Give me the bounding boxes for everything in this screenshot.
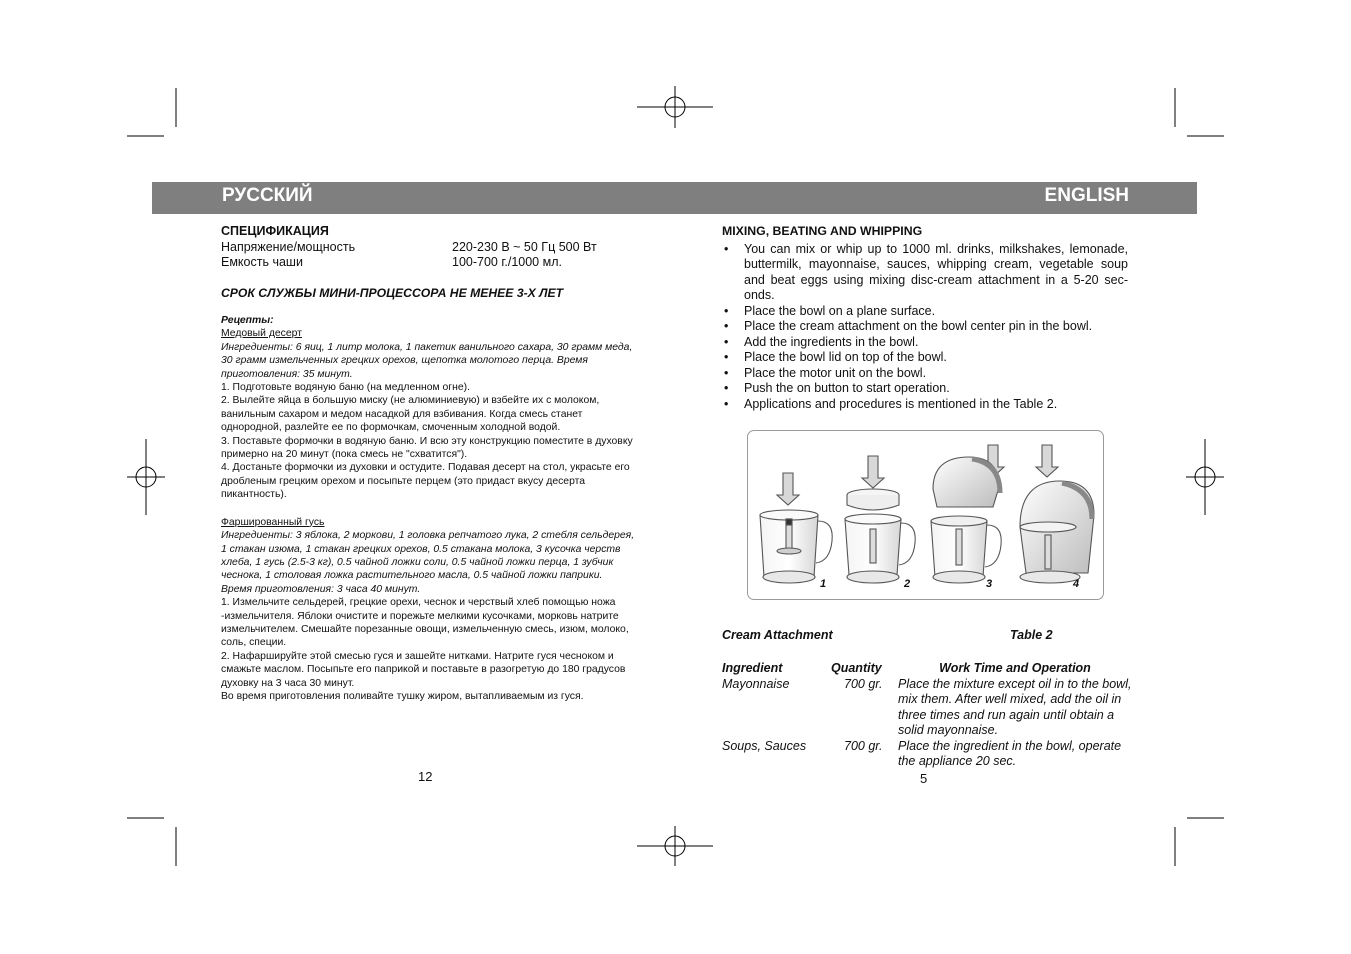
recipe-step: 2. Нафаршируйте этой смесью гуся и зашейте нитками. Натрите гуся чесноком и смажьте маслом. Посыпьте его паприкой и поставьте в разогретую до 180 градусов духовку на 3 часа 30 минут. — [221, 650, 626, 689]
spec-value: 220-230 В ~ 50 Гц 500 Вт — [452, 239, 597, 254]
table-caption: Cream Attachment — [722, 628, 833, 642]
header-russian: РУССКИЙ — [222, 185, 313, 206]
figure-label: 2 — [904, 578, 911, 590]
list-item: • Add the ingredients in the bowl. — [722, 335, 1128, 351]
down-arrow-icon — [1036, 445, 1058, 477]
table-cell: Place the mixture except oil in to the bowl, mix them. After well mixed, add the oil in three times and run again until obtain a solid mayonnaise. — [898, 676, 1132, 737]
figure-label: 1 — [820, 578, 827, 590]
recipes-section — [221, 314, 636, 703]
recipe-step: 1. Измельчите сельдерей, грецкие орехи, чеснок и черствый хлеб помощью ножа -измельчителя. Яблоки очистите и порежьте мелкими кусочками, морковь натрите измельчителем. Смешайте порезанные овощи, измельченную смесь, изюм, молоко, соль, специи. — [221, 597, 629, 649]
assembly-illustration — [747, 430, 1104, 600]
list-item: • Place the bowl lid on top of the bowl. — [722, 350, 1128, 366]
russian-column — [221, 224, 636, 703]
recipe-2-title: Фаршированный гусь — [221, 516, 325, 528]
table-cell: Soups, Sauces — [722, 738, 807, 753]
bowl-step-1 — [760, 510, 832, 583]
list-item: • Push the on button to start operation. — [722, 381, 1128, 397]
bowl-step-2 — [845, 489, 915, 583]
cream-attachment-table — [722, 661, 1132, 770]
list-item: • Place the bowl on a plane surface. — [722, 304, 1128, 320]
section-title: MIXING, BEATING AND WHIPPING — [722, 224, 923, 238]
table-number: Table 2 — [1010, 628, 1053, 642]
recipe-1-ingredients: Ингредиенты: 6 яиц, 1 литр молока, 1 пакетик ванильного сахара, 30 грамм меда, 30 грамм измельченных грецких орехов, щепотка молотого перца. Время приготовления: 35 минут. — [221, 341, 633, 380]
down-arrow-icon — [777, 473, 799, 505]
recipe-step: 1. Подготовьте водяную баню (на медленном огне). — [221, 382, 470, 394]
list-item: • Place the cream attachment on the bowl center pin in the bowl. — [722, 319, 1128, 335]
recipe-step: 4. Достаньте формочки из духовки и остудите. Подавая десерт на стол, украсьте его дробленым грецким орехом и посыпьте перцем (это придаст вкусу десерта пикантность). — [221, 462, 630, 501]
spec-row — [221, 240, 636, 256]
table-cell: Place the ingredient in the bowl, operate the appliance 20 sec. — [898, 738, 1122, 768]
column-header: Quantity — [831, 661, 882, 675]
recipes-title: Рецепты: — [221, 315, 274, 326]
table-header-row — [722, 661, 1132, 677]
spec-value: 100-700 г./1000 мл. — [452, 255, 562, 269]
column-header: Ingredient — [722, 661, 783, 675]
recipe-2-ingredients: Ингредиенты: 3 яблока, 2 моркови, 1 головка репчатого лука, 2 стебля сельдерея, 1 стакан изюма, 1 стакан грецких орехов, 0.5 стакана молока, 3 кусочка черств хлеба, 1 гусь (2.5-3 кг), 0.5 чайной ложки соли, 0.5 чайной ложки перца, 1 зубчик чеснока, 1 столовая ложка растительного масла, 0.5 чайной ложки паприки. Время приготовления: 3 часа 40 минут. — [221, 530, 635, 595]
english-column — [722, 224, 1128, 412]
language-header-bar — [152, 182, 1197, 214]
figure-label: 4 — [1073, 578, 1080, 590]
table-cell: 700 gr. — [844, 676, 883, 691]
table-row — [722, 739, 1132, 770]
list-item: • You can mix or whip up to 1000 ml. drinks, milkshakes, lemonade, buttermilk, mayonnaise, sauces, whipping cream, vegetable soup and beat eggs using mixing disc-cream attachment in a 5-20 sec-onds. — [722, 242, 1128, 304]
recipe-step: 3. Поставьте формочки в водяную баню. И всю эту конструкцию поместите в духовку примерно на 20 минут (пока смесь не "схватится"). — [221, 435, 633, 461]
table-row — [722, 677, 1132, 739]
spec-row — [221, 255, 636, 271]
instruction-list — [722, 242, 1128, 413]
header-english: ENGLISH — [1044, 185, 1129, 206]
spec-key: Напряжение/мощность — [221, 239, 356, 254]
service-life-note: СРОК СЛУЖБЫ МИНИ-ПРОЦЕССОРА НЕ МЕНЕЕ 3-Х ЛЕТ — [221, 285, 564, 300]
down-arrow-icon — [862, 456, 884, 488]
table-cell: Mayonnaise — [722, 676, 790, 691]
page-number-left: 12 — [418, 769, 433, 784]
spec-title: СПЕЦИФИКАЦИЯ — [221, 224, 329, 238]
recipe-1-title: Медовый десерт — [221, 328, 302, 340]
figure-label: 3 — [986, 578, 993, 590]
spec-key: Емкость чаши — [221, 255, 303, 269]
table-cell: 700 gr. — [844, 738, 883, 753]
page-number-right: 5 — [920, 771, 928, 786]
table-caption-row — [722, 628, 1128, 642]
recipe-step: Во время приготовления поливайте тушку жиром, вытапливаемым из гуся. — [221, 690, 584, 702]
bowl-step-4 — [1020, 481, 1094, 583]
bowl-step-3 — [931, 457, 1001, 583]
recipe-step: 2. Вылейте яйца в большую миску (не алюминиевую) и взбейте их с молоком, ванильным сахаром и медом насадкой для взбивания. Когда смесь станет однородной, разлейте ее по формочкам, смоченным холодной водой. — [221, 395, 600, 434]
list-item: • Applications and procedures is mentioned in the Table 2. — [722, 397, 1128, 413]
list-item: • Place the motor unit on the bowl. — [722, 366, 1128, 382]
column-header: Work Time and Operation — [939, 661, 1091, 675]
